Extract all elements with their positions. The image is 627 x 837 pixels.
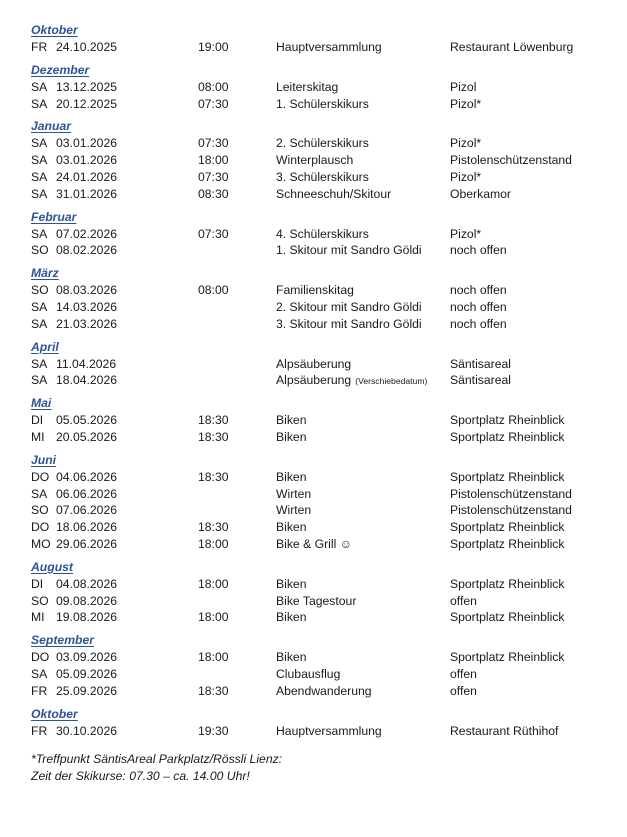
event-date: 20.12.2025 <box>56 96 117 111</box>
event-date: 20.05.2026 <box>56 429 117 444</box>
event-date: 07.02.2026 <box>56 226 117 241</box>
event-name: Leiterskitag <box>276 79 339 94</box>
event-location: Säntisareal <box>450 356 511 371</box>
month-heading: Oktober <box>31 23 78 37</box>
event-location: Sportplatz Rheinblick <box>450 520 565 535</box>
event-name: Biken <box>276 429 307 444</box>
event-weekday: SA <box>31 373 48 388</box>
event-date: 04.06.2026 <box>56 469 117 484</box>
event-name <box>276 372 427 390</box>
event-date: 18.06.2026 <box>56 520 117 535</box>
event-name: Biken <box>276 610 307 625</box>
event-weekday: DO <box>31 469 50 484</box>
month-heading: März <box>31 266 59 281</box>
event-name: Familienskitag <box>276 283 354 298</box>
event-row <box>31 576 627 593</box>
event-date: 05.05.2026 <box>56 413 117 428</box>
event-location: Sportplatz Rheinblick <box>450 536 565 551</box>
event-row <box>31 299 627 316</box>
event-time: 18:00 <box>198 650 229 665</box>
event-row <box>31 226 627 243</box>
event-weekday: FR <box>31 723 48 738</box>
event-name: 1. Skitour mit Sandro Göldi <box>276 243 422 258</box>
event-name: Schneeschuh/Skitour <box>276 186 392 201</box>
month-group <box>31 452 627 553</box>
event-row <box>31 723 627 740</box>
event-location: Pizol* <box>450 169 482 184</box>
event-time: 19:30 <box>198 723 229 738</box>
event-row <box>31 39 627 56</box>
event-location: offen <box>450 666 477 681</box>
event-row <box>31 502 627 519</box>
event-time: 18:00 <box>198 576 229 591</box>
event-row <box>31 649 627 666</box>
event-date: 08.02.2026 <box>56 243 117 258</box>
event-time: 18:00 <box>198 153 229 168</box>
event-row <box>31 666 627 683</box>
event-weekday: DI <box>31 413 44 428</box>
event-location: offen <box>450 683 477 698</box>
event-time: 18:30 <box>198 429 229 444</box>
month-heading: Mai <box>31 396 52 411</box>
event-date: 03.01.2026 <box>56 136 117 151</box>
event-name: Winterplausch <box>276 153 354 168</box>
event-date: 30.10.2026 <box>56 723 117 738</box>
event-time: 18:30 <box>198 683 229 698</box>
month-heading: Januar <box>31 119 71 134</box>
event-weekday: SO <box>31 283 49 298</box>
month-heading: Juni <box>31 452 57 467</box>
month-heading: Dezember <box>31 62 90 77</box>
month-heading: September <box>31 633 94 648</box>
event-time: 07:30 <box>198 96 229 111</box>
event-weekday: SA <box>31 153 48 168</box>
event-weekday: SA <box>31 486 48 501</box>
event-time: 07:30 <box>198 226 229 241</box>
event-location: Restaurant Rüthihof <box>450 723 559 738</box>
event-location: noch offen <box>450 283 507 298</box>
event-weekday: MO <box>31 536 51 551</box>
event-location: Sportplatz Rheinblick <box>450 413 565 428</box>
event-name: Wirten <box>276 486 312 501</box>
event-date: 29.06.2026 <box>56 536 117 551</box>
event-date: 14.03.2026 <box>56 299 117 314</box>
event-location: Pizol* <box>450 136 482 151</box>
event-weekday: SA <box>31 226 48 241</box>
event-row <box>31 609 627 626</box>
event-row <box>31 536 627 553</box>
footer-line-meeting-point: *Treffpunkt SäntisAreal Parkplatz/Rössli Lienz: <box>31 752 283 767</box>
event-name: Alpsäuberung <box>276 356 352 371</box>
event-weekday: SA <box>31 79 48 94</box>
event-location: offen <box>450 593 477 608</box>
event-date: 09.08.2026 <box>56 593 117 608</box>
event-weekday: SA <box>31 169 48 184</box>
event-weekday: FR <box>31 683 48 698</box>
event-row <box>31 79 627 96</box>
event-weekday: SA <box>31 299 48 314</box>
event-location: Pizol* <box>450 96 482 111</box>
month-heading: April <box>31 339 59 354</box>
event-weekday: SA <box>31 96 48 111</box>
event-weekday: SA <box>31 356 48 371</box>
month-group <box>31 118 627 202</box>
event-name: Biken <box>276 520 307 535</box>
event-weekday: FR <box>31 40 48 54</box>
event-name: 3. Skitour mit Sandro Göldi <box>276 316 422 331</box>
event-row <box>31 242 627 259</box>
event-time: 18:30 <box>198 469 229 484</box>
event-date: 24.01.2026 <box>56 169 117 184</box>
event-location: Sportplatz Rheinblick <box>450 429 565 444</box>
event-time: 19:00 <box>198 40 229 54</box>
event-location: Säntisareal <box>450 373 511 388</box>
event-time: 08:00 <box>198 79 229 94</box>
event-weekday: SO <box>31 593 49 608</box>
event-name: 3. Schülerskikurs <box>276 169 369 184</box>
event-date: 13.12.2025 <box>56 79 117 94</box>
event-note: (Verschiebedatum) <box>355 376 428 387</box>
month-group <box>31 559 627 626</box>
event-location: Oberkamor <box>450 186 511 201</box>
event-name: 2. Schülerskikurs <box>276 136 369 151</box>
event-time: 18:30 <box>198 520 229 535</box>
event-weekday: DO <box>31 650 50 665</box>
month-group <box>31 62 627 113</box>
event-row <box>31 469 627 486</box>
event-location: Restaurant Löwenburg <box>450 40 574 54</box>
event-row <box>31 593 627 610</box>
event-name: Biken <box>276 650 307 665</box>
event-time: 18:30 <box>198 413 229 428</box>
event-name: Biken <box>276 469 307 484</box>
event-date: 19.08.2026 <box>56 610 117 625</box>
event-name: Bike & Grill ☺ <box>276 536 353 551</box>
event-name: Hauptversammlung <box>276 40 382 54</box>
footer-line-course-times: Zeit der Skikurse: 07.30 – ca. 14.00 Uhr! <box>31 769 250 784</box>
event-name: Wirten <box>276 503 312 518</box>
event-location: Sportplatz Rheinblick <box>450 469 565 484</box>
event-date: 07.06.2026 <box>56 503 117 518</box>
event-weekday: SA <box>31 316 48 331</box>
event-weekday: DI <box>31 576 44 591</box>
month-group <box>31 209 627 260</box>
event-date: 24.10.2025 <box>56 40 117 54</box>
event-weekday: DO <box>31 520 50 535</box>
month-group <box>31 265 627 332</box>
event-weekday: SO <box>31 243 49 258</box>
event-location: Pistolenschützenstand <box>450 486 572 501</box>
event-row <box>31 152 627 169</box>
month-group <box>31 339 627 390</box>
event-weekday: SA <box>31 186 48 201</box>
event-row <box>31 186 627 203</box>
event-name: Biken <box>276 413 307 428</box>
event-date: 25.09.2026 <box>56 683 117 698</box>
event-row <box>31 169 627 186</box>
event-name: Biken <box>276 576 307 591</box>
event-row <box>31 519 627 536</box>
event-weekday: SA <box>31 666 48 681</box>
month-groups <box>31 22 627 739</box>
event-time: 18:00 <box>198 610 229 625</box>
event-location: Pizol* <box>450 226 482 241</box>
event-weekday: MI <box>31 610 45 625</box>
event-name-text: Alpsäuberung <box>276 373 352 388</box>
event-date: 08.03.2026 <box>56 283 117 298</box>
month-group <box>31 706 627 740</box>
event-location: Pistolenschützenstand <box>450 503 572 518</box>
event-name: Abendwanderung <box>276 683 372 698</box>
event-name: 1. Schülerskikurs <box>276 96 369 111</box>
event-location: Sportplatz Rheinblick <box>450 650 565 665</box>
event-time: 07:30 <box>198 169 229 184</box>
event-row <box>31 135 627 152</box>
month-heading: August <box>31 559 73 574</box>
event-time: 07:30 <box>198 136 229 151</box>
event-weekday: SA <box>31 136 48 151</box>
event-time: 08:30 <box>198 186 229 201</box>
event-date: 11.04.2026 <box>56 356 117 371</box>
event-name: Bike Tagestour <box>276 593 357 608</box>
event-location: noch offen <box>450 243 507 258</box>
event-date: 04.08.2026 <box>56 576 117 591</box>
event-weekday: MI <box>31 429 45 444</box>
event-weekday: SO <box>31 503 49 518</box>
event-location: Sportplatz Rheinblick <box>450 576 565 591</box>
month-group <box>31 22 627 56</box>
month-heading: Februar <box>31 209 77 224</box>
event-row <box>31 372 627 389</box>
month-group <box>31 395 627 446</box>
event-location: Pizol <box>450 79 477 94</box>
event-location: noch offen <box>450 299 507 314</box>
event-date: 05.09.2026 <box>56 666 117 681</box>
event-row <box>31 429 627 446</box>
event-row <box>31 316 627 333</box>
event-date: 31.01.2026 <box>56 186 117 201</box>
event-row <box>31 683 627 700</box>
month-group <box>31 632 627 699</box>
event-date: 03.01.2026 <box>56 153 117 168</box>
footer-note <box>31 751 627 785</box>
event-location: Sportplatz Rheinblick <box>450 610 565 625</box>
event-name: Hauptversammlung <box>276 723 382 738</box>
event-row <box>31 356 627 373</box>
event-date: 21.03.2026 <box>56 316 117 331</box>
event-name: 2. Skitour mit Sandro Göldi <box>276 299 422 314</box>
event-name: 4. Schülerskikurs <box>276 226 369 241</box>
event-name: Clubausflug <box>276 666 341 681</box>
event-time: 08:00 <box>198 283 229 298</box>
event-time: 18:00 <box>198 536 229 551</box>
event-location: Pistolenschützenstand <box>450 153 572 168</box>
event-row <box>31 96 627 113</box>
event-row <box>31 282 627 299</box>
event-date: 03.09.2026 <box>56 650 117 665</box>
event-location: noch offen <box>450 316 507 331</box>
event-row <box>31 412 627 429</box>
event-date: 06.06.2026 <box>56 486 117 501</box>
event-date: 18.04.2026 <box>56 373 117 388</box>
month-heading: Oktober <box>31 706 78 721</box>
event-row <box>31 486 627 503</box>
